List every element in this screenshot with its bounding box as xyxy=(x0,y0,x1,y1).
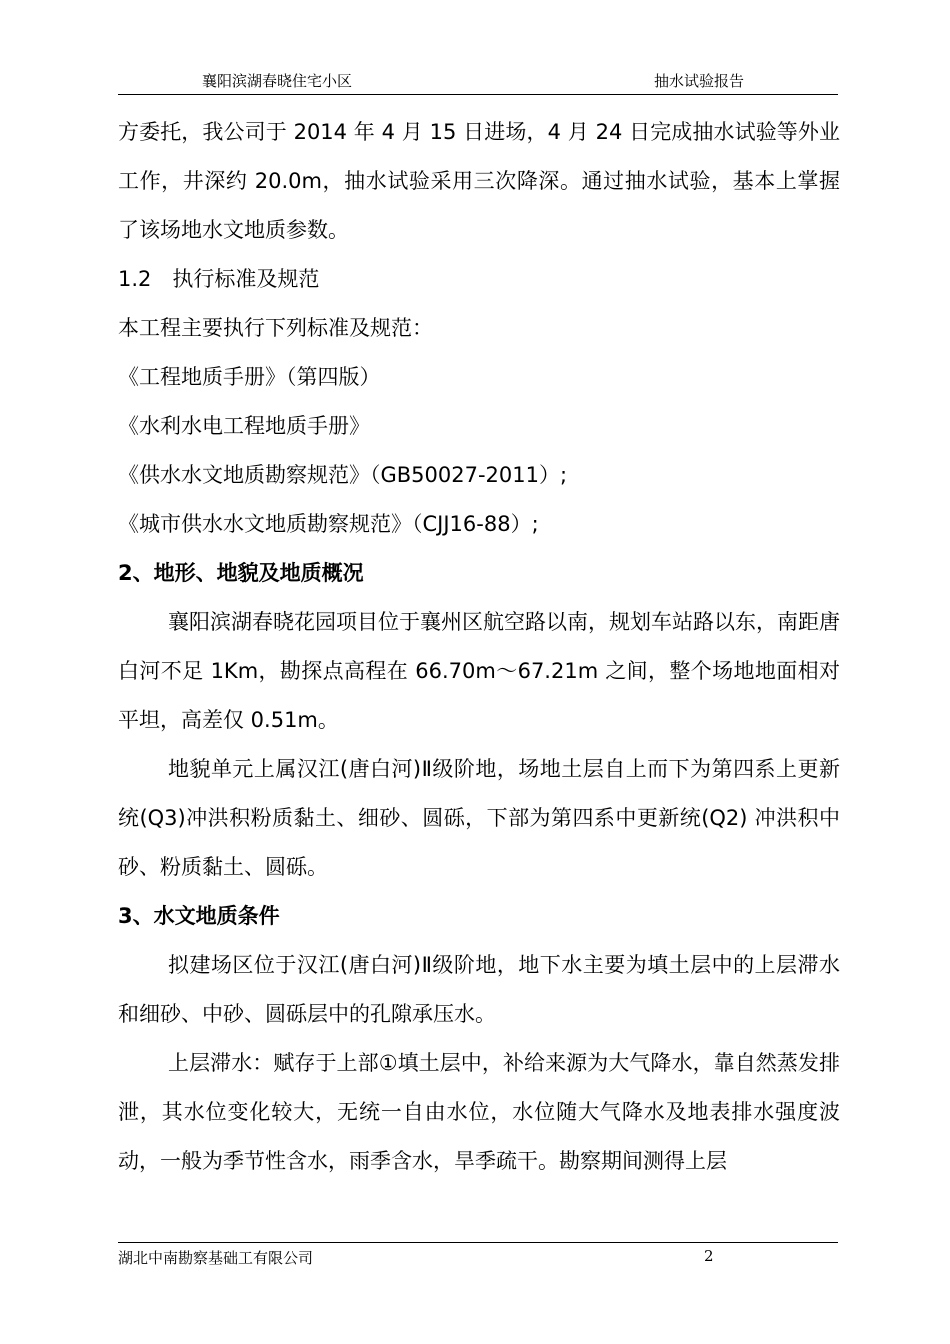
header-project-name: 襄阳滨湖春晓住宅小区 xyxy=(202,72,353,90)
page-footer xyxy=(118,1242,838,1273)
paragraph-intro: 方委托，我公司于 2014 年 4 月 15 日进场，4 月 24 日完成抽水试验等外业工作，井深约 20.0m，抽水试验采用三次降深。通过抽水试验，基本上掌握了该场地水文地质参数。 xyxy=(118,120,840,242)
standards-intro: 本工程主要执行下列标准及规范： xyxy=(118,316,433,340)
page-header xyxy=(118,70,838,95)
document-body xyxy=(118,108,840,1186)
paragraph-terrain: 襄阳滨湖春晓花园项目位于襄州区航空路以南，规划车站路以东，南距唐白河不足 1Km，勘探点高程在 66.70m～67.21m 之间，整个场地地面相对平坦，高差仅 0.51m。 xyxy=(118,610,840,732)
section-heading-2: 2、地形、地貌及地质概况 xyxy=(118,561,364,585)
standard-item: 《供水水文地质勘察规范》（GB50027-2011）; xyxy=(118,463,568,487)
standard-item: 《城市供水水文地质勘察规范》（CJJ16-88）; xyxy=(118,512,539,536)
footer-company: 湖北中南勘察基础工有限公司 xyxy=(118,1249,314,1267)
page-number: 2 xyxy=(704,1247,714,1265)
section-heading-3: 3、水文地质条件 xyxy=(118,904,280,928)
paragraph-perched-water: 上层滞水：赋存于上部①填土层中，补给来源为大气降水，靠自然蒸发排泄，其水位变化较大，无统一自由水位，水位随大气降水及地表排水强度波动，一般为季节性含水，雨季含水，旱季疏干。勘察期间测得上层 xyxy=(118,1051,840,1173)
standard-item: 《水利水电工程地质手册》 xyxy=(118,414,370,438)
standard-item: 《工程地质手册》（第四版） xyxy=(118,365,381,389)
paragraph-geomorphology: 地貌单元上属汉江(唐白河)Ⅱ级阶地，场地土层自上而下为第四系上更新统(Q3)冲洪积粉质黏土、细砂、圆砾，下部为第四系中更新统(Q2) 冲洪积中砂、粉质黏土、圆砾。 xyxy=(118,757,840,879)
section-heading-1-2: 1.2 执行标准及规范 xyxy=(118,267,320,291)
paragraph-hydrogeology: 拟建场区位于汉江(唐白河)Ⅱ级阶地，地下水主要为填土层中的上层滞水和细砂、中砂、圆砾层中的孔隙承压水。 xyxy=(118,953,840,1026)
header-report-title: 抽水试验报告 xyxy=(654,72,745,90)
